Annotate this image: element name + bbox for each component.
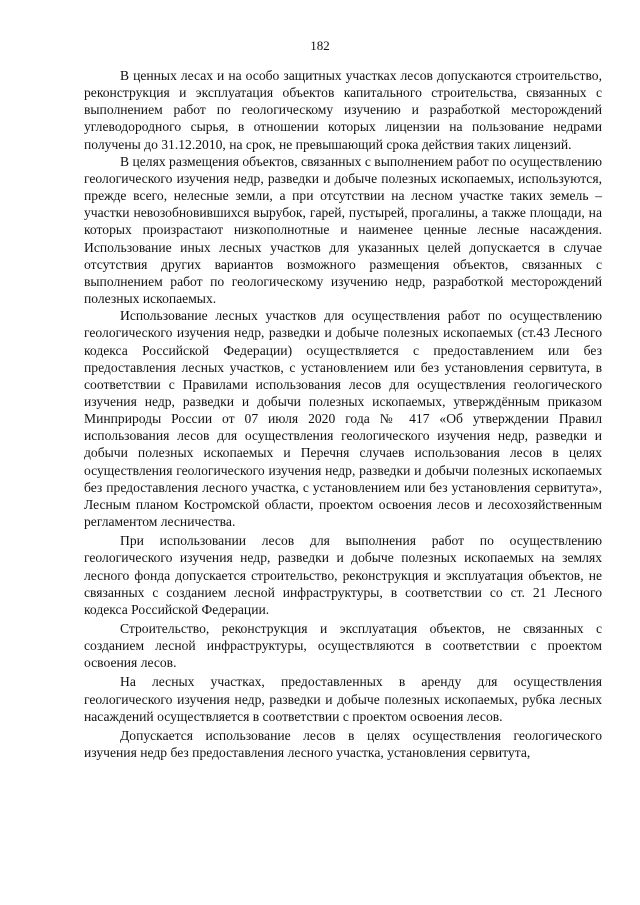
page-number: 182 xyxy=(310,38,330,53)
paragraph-6: На лесных участках, предоставленных в аренду для осуществления геологического изучения недр, разведки и добыче полезных ископаемых, рубка лесных насаждений осуществляется в соответствии с проектом освоения лесов. xyxy=(84,674,602,724)
body-text xyxy=(84,67,602,761)
paragraph-2: В целях размещения объектов, связанных с выполнением работ по осуществлению геологического изучения недр, разведки и добыче полезных ископаемых, используются, прежде всего, нелесные земли, а при отсутствии на лесном участке таких земель – участки невозобновившихся вырубок, гарей, пустырей, прогалины, а также площади, на которых произрастают низкополнотные и наименее ценные лесные насаждения. Использование иных лесных участков для указанных целей допускается в случае отсутствия других вариантов возможного размещения объектов, связанных с выполнением работ по геологическому изучению недр, разработкой месторождений полезных ископаемых. xyxy=(84,153,602,307)
paragraph-4: При использовании лесов для выполнения работ по осуществлению геологического изучения недр, разведки и добыче полезных ископаемых на землях лесного фонда допускается строительство, реконструкция и эксплуатация объектов, не связанных с созданием лесной инфраструктуры, в соответствии со ст. 21 Лесного кодекса Российской Федерации. xyxy=(84,533,602,617)
paragraph-5: Строительство, реконструкция и эксплуатация объектов, не связанных с созданием лесной инфраструктуры, осуществляются в соответствии с проектом освоения лесов. xyxy=(84,621,602,671)
paragraph-1: В ценных лесах и на особо защитных участках лесов допускаются строительство, реконструкция и эксплуатация объектов капитального строительства, связанных с выполнением работ по геологическому изучению и разработкой месторождений углеводородного сырья, в отношении которых лицензии на пользование недрами получены до 31.12.2010, на срок, не превышающий срока действия таких лицензий. xyxy=(84,68,602,152)
paragraph-3: Использование лесных участков для осуществления работ по осуществлению геологического изучения недр, разведки и добыче полезных ископаемых (ст.43 Лесного кодекса Российской Федерации) осуществляется с предоставлением или без предоставления лесных участков, с установлением или без установления сервитута, в соответствии с Правилами использования лесов для осуществления геологического изучения недр, разведки и добычи полезных ископаемых, утверждённым приказом Минприроды России от 07 июля 2020 года № 417 «Об утверждении Правил использования лесов для осуществления геологического изучения недр, разведки и добычи полезных ископаемых и Перечня случаев использования лесов в целях осуществления геологического изучения недр, разведки и добычи полезных ископаемых без предоставления лесного участка, с установлением или без установления сервитута», Лесным планом Костромской области, проектом освоения лесов и лесохозяйственным регламентом лесничества. xyxy=(84,308,602,530)
paragraph-7: Допускается использование лесов в целях осуществления геологического изучения недр без предоставления лесного участка, установления сервитута, xyxy=(84,727,602,761)
